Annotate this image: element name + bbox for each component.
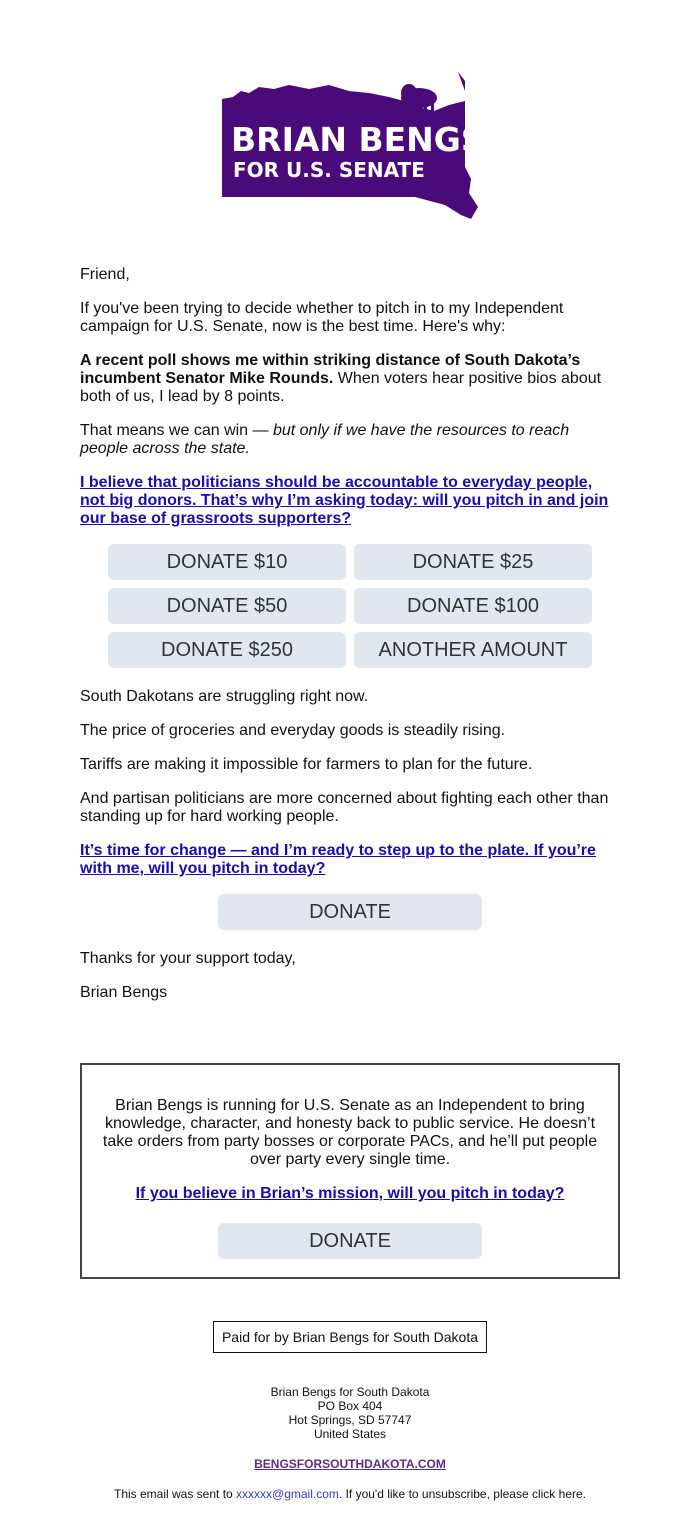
paragraph-tariffs: Tariffs are making it impossible for farmers to plan for the future. — [80, 756, 533, 773]
mission-link[interactable]: If you believe in Brian’s mission, will you pitch in today? — [135, 1185, 565, 1202]
campaign-logo — [219, 55, 481, 223]
paragraph-partisan: And partisan politicians are more concerned about fighting each other than standing up for hard working people. — [80, 790, 609, 825]
address-line: PO Box 404 — [317, 1399, 383, 1413]
donate-other-amount-button[interactable]: ANOTHER AMOUNT — [354, 632, 592, 668]
poll-bold-text: A recent poll shows me within striking distance of South Dakota’s incumbent Senator Mike Rounds. — [80, 352, 581, 387]
paragraph-poll — [80, 352, 620, 406]
change-link[interactable]: It’s time for change — and I’m ready to step up to the plate. If you’re with me, will you pitch in today? — [80, 842, 596, 877]
email-body — [80, 266, 620, 1018]
signature: Brian Bengs — [80, 984, 168, 1001]
address-line: United States — [313, 1427, 387, 1441]
paragraph-prices: The price of groceries and everyday goods is steadily rising. — [80, 722, 506, 739]
paragraph-struggling: South Dakotans are struggling right now. — [80, 688, 369, 705]
logo-title: BRIAN BENGS — [231, 120, 481, 159]
unsubscribe-footer — [0, 1487, 700, 1501]
mission-donate-button[interactable]: DONATE — [218, 1223, 482, 1259]
paragraph-intro: If you've been trying to decide whether to pitch in to my Independent campaign for U.S. Senate, now is the best time. Here's why: — [80, 300, 564, 335]
address-line: Brian Bengs for South Dakota — [270, 1385, 430, 1399]
sent-suffix[interactable]: . If you'd like to unsubscribe, please click here. — [338, 1487, 586, 1501]
donate-button-grid — [108, 544, 620, 668]
recipient-email[interactable]: xxxxxx@gmail.com — [236, 1487, 339, 1501]
sent-prefix: This email was sent to — [113, 1487, 237, 1501]
donate-25-button[interactable]: DONATE $25 — [354, 544, 592, 580]
donate-100-button[interactable]: DONATE $100 — [354, 588, 592, 624]
logo-subtitle: FOR U.S. SENATE — [233, 158, 425, 182]
greeting: Friend, — [80, 266, 130, 283]
thanks-text: Thanks for your support today, — [80, 950, 296, 967]
mission-text: Brian Bengs is running for U.S. Senate as an Independent to bring knowledge, character, and honesty back to public service. He doesn’t take orders from party bosses or corporate PACs, and he’ll put people over party every single time. — [102, 1097, 598, 1168]
grassroots-link[interactable]: I believe that politicians should be accountable to everyday people, not big donors. That’s why I’m asking today: will you pitch in and join our base of grassroots supporters? — [80, 474, 609, 527]
address-line: Hot Springs, SD 57747 — [288, 1413, 412, 1427]
website-link[interactable]: BENGSFORSOUTHDAKOTA.COM — [254, 1457, 446, 1471]
donate-50-button[interactable]: DONATE $50 — [108, 588, 346, 624]
win-italic-text: but only if we have the resources to reach people across the state. — [80, 422, 570, 457]
donate-250-button[interactable]: DONATE $250 — [108, 632, 346, 668]
mission-box — [80, 1063, 620, 1279]
mailing-address — [0, 1385, 700, 1441]
paid-for-disclaimer: Paid for by Brian Bengs for South Dakota — [213, 1321, 487, 1353]
donate-10-button[interactable]: DONATE $10 — [108, 544, 346, 580]
poll-rest-text: When voters hear positive bios about both of us, I lead by 8 points. — [80, 370, 602, 405]
paragraph-win — [80, 422, 620, 458]
donate-button[interactable]: DONATE — [218, 894, 482, 930]
win-text: That means we can win — — [80, 422, 273, 439]
